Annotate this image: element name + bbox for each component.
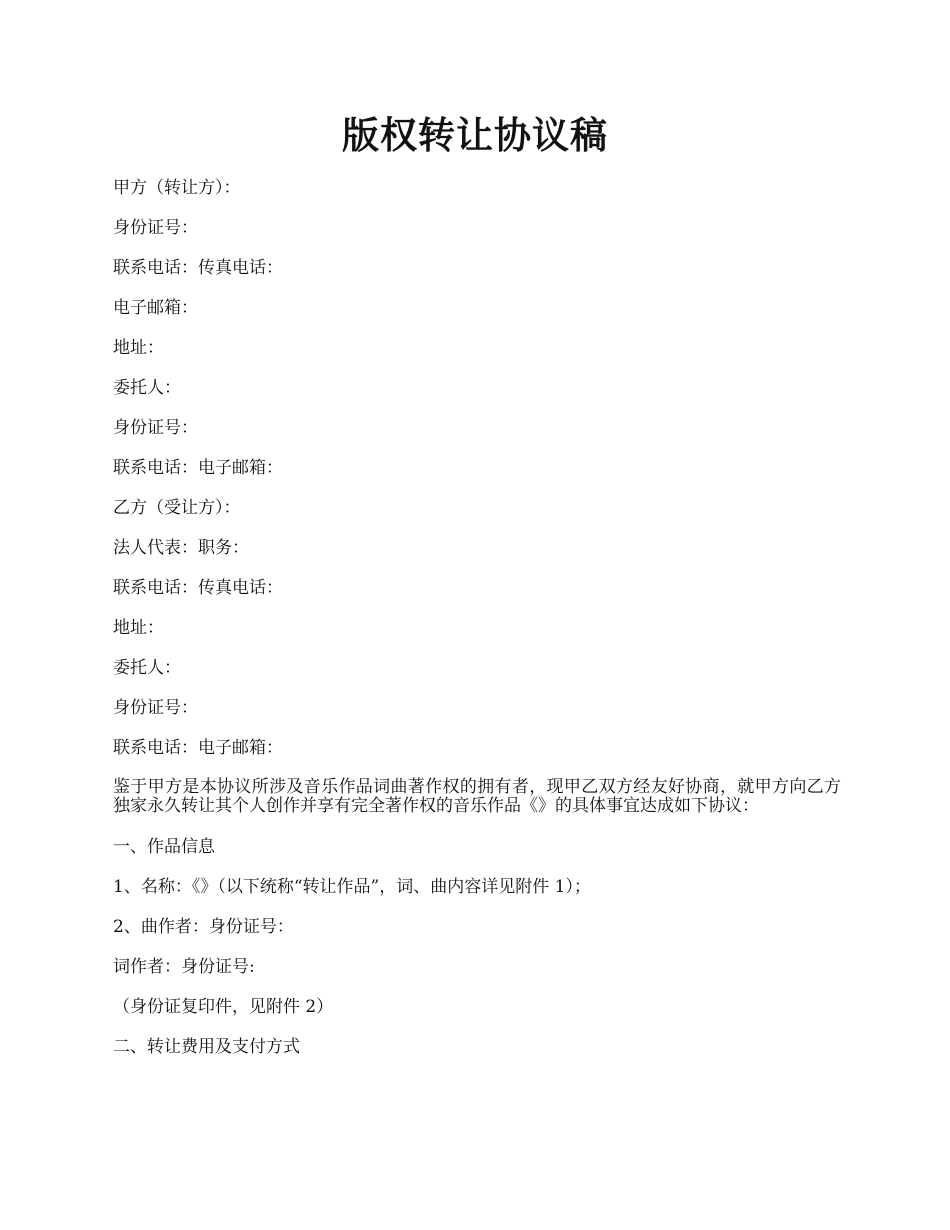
party-a-agent: 委托人： <box>113 378 181 398</box>
party-a-phone-fax: 联系电话：传真电话： <box>113 258 283 278</box>
id-copy-note: （身份证复印件，见附件 2） <box>113 997 334 1017</box>
party-a-label: 甲方（转让方）： <box>113 178 241 198</box>
party-b-agent-id-number: 身份证号： <box>113 698 198 718</box>
party-b-agent-phone-email: 联系电话：电子邮箱： <box>113 738 283 758</box>
party-a-email: 电子邮箱： <box>113 298 198 318</box>
section-2-heading: 二、转让费用及支付方式 <box>113 1037 300 1057</box>
party-a-id-number: 身份证号： <box>113 218 198 238</box>
party-b-legal-rep: 法人代表：职务： <box>113 538 249 558</box>
party-a-agent-id-number: 身份证号： <box>113 418 198 438</box>
section-1-heading: 一、作品信息 <box>113 837 215 857</box>
document-body <box>113 178 841 1077</box>
party-a-address: 地址： <box>113 338 164 358</box>
party-a-agent-phone-email: 联系电话：电子邮箱： <box>113 458 283 478</box>
party-b-agent: 委托人： <box>113 658 181 678</box>
lyricist-clause: 词作者：身份证号: <box>113 957 255 977</box>
work-name-clause: 1、名称：《》（以下统称“转让作品”，词、曲内容详见附件 1）； <box>113 877 591 897</box>
composer-clause: 2、曲作者：身份证号： <box>113 917 294 937</box>
party-b-address: 地址： <box>113 618 164 638</box>
document-title: 版权转让协议稿 <box>342 113 608 157</box>
party-b-label: 乙方（受让方）： <box>113 498 241 518</box>
agreement-preamble: 鉴于甲方是本协议所涉及音乐作品词曲著作权的拥有者，现甲乙双方经友好协商，就甲方向乙方独家永久转让其个人创作并享有完全著作权的音乐作品《》的具体事宜达成如下协议： <box>113 777 841 816</box>
party-b-phone-fax: 联系电话：传真电话： <box>113 578 283 598</box>
